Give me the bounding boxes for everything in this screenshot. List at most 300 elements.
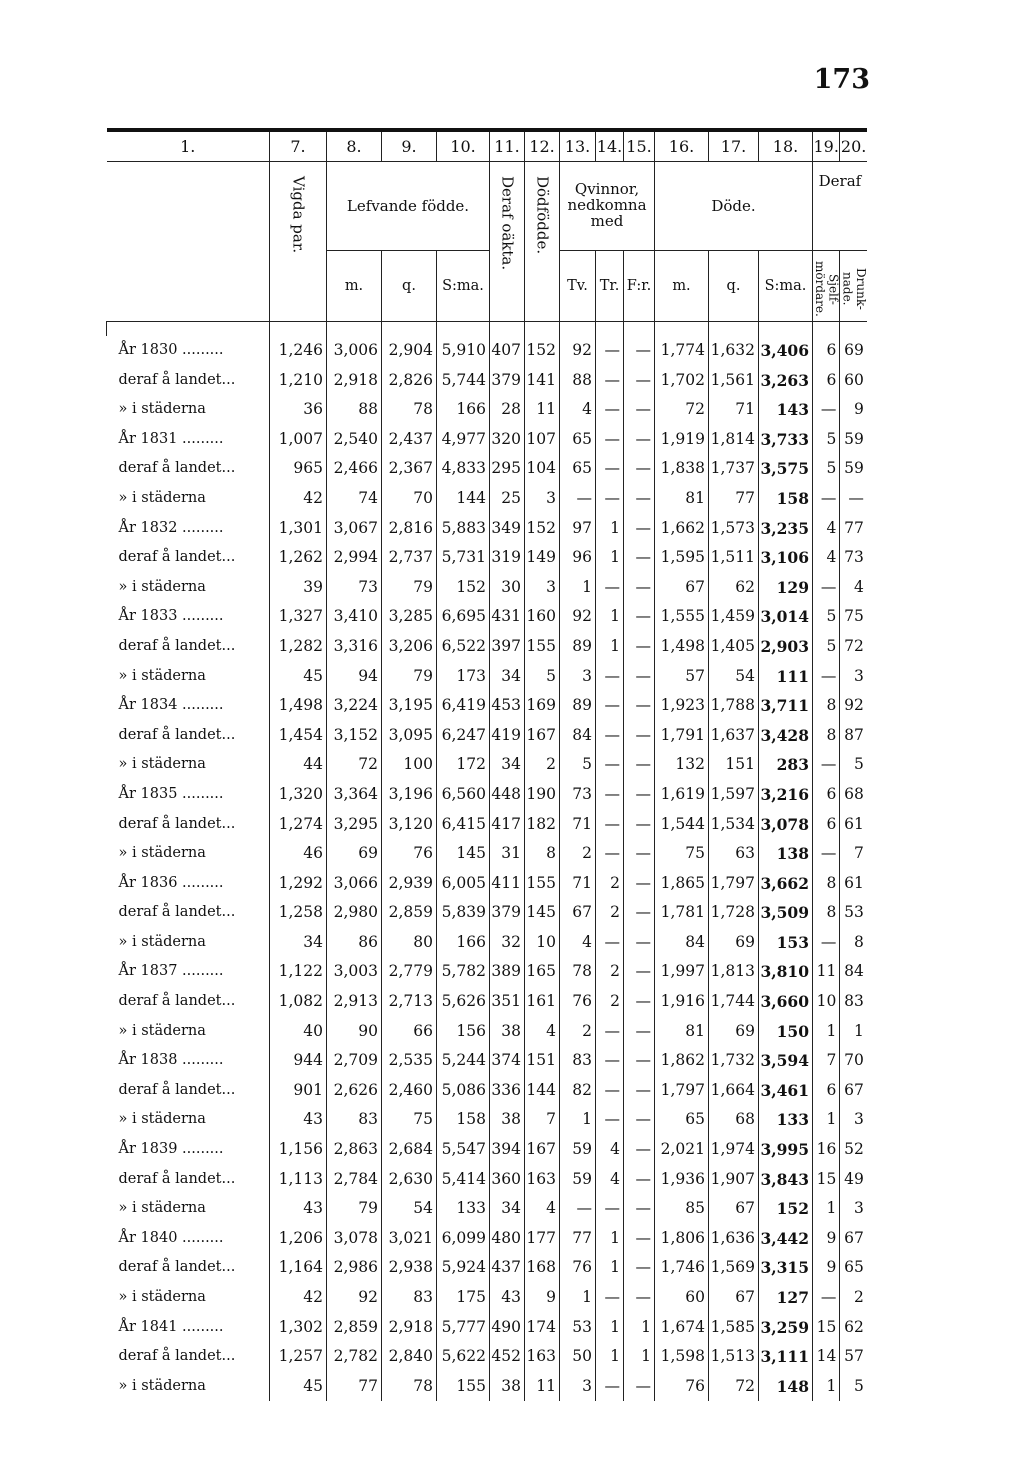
cell-tr: — (596, 1194, 624, 1224)
cell-dm: 2,021 (655, 1135, 709, 1165)
cell-lq: 75 (382, 1105, 437, 1135)
cell-label: År 1834 ......... (118, 697, 224, 714)
cell-dsum: 138 (759, 839, 813, 869)
header-dode: Döde. (655, 162, 813, 251)
cell-tv: 78 (560, 957, 596, 987)
cell-fr: — (624, 1372, 655, 1402)
cell-dq: 1,534 (709, 810, 759, 840)
cell-label: År 1835 ......... (118, 785, 224, 802)
cell-dsum: 3,406 (759, 336, 813, 366)
cell-oakta: 379 (490, 366, 525, 396)
cell-dm: 1,702 (655, 366, 709, 396)
cell-tv: 3 (560, 1372, 596, 1402)
cell-drunk: 60 (840, 366, 867, 396)
cell-lm: 83 (327, 1105, 382, 1135)
header-deraf-oakta (490, 162, 525, 322)
cell-lsum: 166 (437, 395, 490, 425)
cell-dq: 1,788 (709, 691, 759, 721)
cell-label: År 1840 ......... (118, 1229, 224, 1246)
cell-dsum: 3,995 (759, 1135, 813, 1165)
colnum-20: 20. (840, 130, 867, 162)
cell-lq: 3,195 (382, 691, 437, 721)
table-row (107, 869, 867, 899)
cell-lq: 3,285 (382, 602, 437, 632)
table-row (107, 1194, 867, 1224)
header-lefv-q: q. (382, 251, 437, 322)
cell-dsum: 3,315 (759, 1253, 813, 1283)
cell-dq: 1,585 (709, 1313, 759, 1343)
cell-lsum: 145 (437, 839, 490, 869)
cell-dq: 67 (709, 1194, 759, 1224)
cell-label: deraf å landet... (118, 1348, 236, 1365)
cell-sjelf: 6 (813, 336, 840, 366)
cell-dm: 1,544 (655, 810, 709, 840)
cell-label: » i städerna (118, 845, 206, 862)
cell-dm: 81 (655, 1017, 709, 1047)
cell-dodf: 11 (525, 395, 560, 425)
cell-lm: 2,626 (327, 1076, 382, 1106)
cell-tv: 53 (560, 1313, 596, 1343)
cell-lq: 2,918 (382, 1313, 437, 1343)
cell-lq: 3,206 (382, 632, 437, 662)
cell-dsum: 3,660 (759, 987, 813, 1017)
cell-dodf: 152 (525, 514, 560, 544)
spacer-cell (525, 322, 560, 337)
cell-lm: 2,782 (327, 1342, 382, 1372)
cell-dsum: 3,263 (759, 366, 813, 396)
cell-sjelf: — (813, 1283, 840, 1313)
cell-oakta: 34 (490, 750, 525, 780)
header-fr: F:r. (624, 251, 655, 322)
table-row (107, 336, 867, 366)
table-row (107, 928, 867, 958)
cell-fr: — (624, 721, 655, 751)
cell-fr: — (624, 573, 655, 603)
header-vigda-par (270, 162, 327, 322)
cell-dodf: 167 (525, 1135, 560, 1165)
cell-drunk: 67 (840, 1224, 867, 1254)
cell-tv: 65 (560, 425, 596, 455)
cell-sjelf: 15 (813, 1313, 840, 1343)
header-sjelfmordare-text: Sjelf-mördare. (813, 261, 841, 317)
table-row (107, 721, 867, 751)
cell-dq: 63 (709, 839, 759, 869)
cell-oakta: 30 (490, 573, 525, 603)
cell-dq: 1,744 (709, 987, 759, 1017)
cell-lm: 2,784 (327, 1165, 382, 1195)
header-tv: Tv. (560, 251, 596, 322)
cell-dodf: 141 (525, 366, 560, 396)
cell-lq: 2,367 (382, 454, 437, 484)
cell-lq: 2,713 (382, 987, 437, 1017)
cell-drunk: 67 (840, 1076, 867, 1106)
cell-lsum: 5,244 (437, 1046, 490, 1076)
cell-lsum: 173 (437, 662, 490, 692)
cell-oakta: 351 (490, 987, 525, 1017)
cell-oakta: 379 (490, 898, 525, 928)
cell-dm: 76 (655, 1372, 709, 1402)
cell-fr: — (624, 336, 655, 366)
cell-vigda: 1,156 (270, 1135, 327, 1165)
cell-drunk: 3 (840, 662, 867, 692)
cell-label: deraf å landet... (118, 993, 236, 1010)
cell-dodf: 9 (525, 1283, 560, 1313)
header-drunknade-text: Drunk-nade. (840, 268, 868, 310)
cell-lsum: 144 (437, 484, 490, 514)
cell-sjelf: 11 (813, 957, 840, 987)
cell-fr: — (624, 1165, 655, 1195)
cell-dodf: 8 (525, 839, 560, 869)
header-dodfodde (525, 162, 560, 322)
cell-lm: 2,986 (327, 1253, 382, 1283)
table-row (107, 898, 867, 928)
cell-lsum: 6,005 (437, 869, 490, 899)
colnum-17: 17. (709, 130, 759, 162)
cell-drunk: 3 (840, 1105, 867, 1135)
cell-label: deraf å landet... (118, 726, 236, 743)
table-row (107, 484, 867, 514)
cell-dsum: 143 (759, 395, 813, 425)
cell-lq: 2,684 (382, 1135, 437, 1165)
cell-tr: — (596, 425, 624, 455)
cell-dm: 84 (655, 928, 709, 958)
cell-label: » i städerna (118, 667, 206, 684)
cell-dsum: 3,014 (759, 602, 813, 632)
cell-dodf: 160 (525, 602, 560, 632)
cell-lm: 73 (327, 573, 382, 603)
cell-lq: 2,460 (382, 1076, 437, 1106)
cell-sjelf: 6 (813, 366, 840, 396)
cell-dm: 1,498 (655, 632, 709, 662)
colnum-16: 16. (655, 130, 709, 162)
cell-tr: — (596, 839, 624, 869)
cell-lq: 2,630 (382, 1165, 437, 1195)
cell-tr: — (596, 810, 624, 840)
cell-fr: — (624, 691, 655, 721)
cell-dsum: 3,843 (759, 1165, 813, 1195)
header-deraf: Deraf (813, 162, 867, 251)
cell-fr: — (624, 1224, 655, 1254)
cell-dsum: 129 (759, 573, 813, 603)
cell-dsum: 148 (759, 1372, 813, 1402)
cell-dq: 1,732 (709, 1046, 759, 1076)
cell-lsum: 5,086 (437, 1076, 490, 1106)
cell-dodf: 104 (525, 454, 560, 484)
cell-dsum: 3,235 (759, 514, 813, 544)
cell-sjelf: 5 (813, 454, 840, 484)
spacer-cell (437, 322, 490, 337)
cell-vigda: 1,274 (270, 810, 327, 840)
cell-oakta: 480 (490, 1224, 525, 1254)
cell-lsum: 5,924 (437, 1253, 490, 1283)
cell-label: År 1841 ......... (118, 1318, 224, 1335)
cell-dodf: 11 (525, 1372, 560, 1402)
cell-drunk: 72 (840, 632, 867, 662)
cell-dodf: 5 (525, 662, 560, 692)
cell-lm: 2,918 (327, 366, 382, 396)
cell-lq: 3,196 (382, 780, 437, 810)
cell-oakta: 319 (490, 543, 525, 573)
cell-dodf: 169 (525, 691, 560, 721)
cell-dq: 151 (709, 750, 759, 780)
header-lefv-m: m. (327, 251, 382, 322)
cell-tr: 1 (596, 1342, 624, 1372)
cell-dsum: 3,111 (759, 1342, 813, 1372)
cell-tr: 4 (596, 1165, 624, 1195)
cell-tv: 1 (560, 1283, 596, 1313)
cell-dq: 1,814 (709, 425, 759, 455)
cell-sjelf: 1 (813, 1372, 840, 1402)
cell-tr: — (596, 1283, 624, 1313)
cell-dodf: 4 (525, 1017, 560, 1047)
cell-drunk: 84 (840, 957, 867, 987)
cell-dm: 1,997 (655, 957, 709, 987)
colnum-10: 10. (437, 130, 490, 162)
cell-tr: 2 (596, 869, 624, 899)
cell-vigda: 1,257 (270, 1342, 327, 1372)
spacer-cell (759, 322, 813, 337)
cell-tr: — (596, 928, 624, 958)
cell-vigda: 1,454 (270, 721, 327, 751)
cell-vigda: 1,498 (270, 691, 327, 721)
cell-drunk: 62 (840, 1313, 867, 1343)
cell-lm: 3,006 (327, 336, 382, 366)
cell-sjelf: 8 (813, 869, 840, 899)
cell-lm: 2,709 (327, 1046, 382, 1076)
table-row (107, 395, 867, 425)
cell-oakta: 452 (490, 1342, 525, 1372)
cell-dodf: 107 (525, 425, 560, 455)
cell-tv: 88 (560, 366, 596, 396)
cell-dm: 1,781 (655, 898, 709, 928)
cell-tr: 1 (596, 632, 624, 662)
cell-drunk: 87 (840, 721, 867, 751)
cell-fr: 1 (624, 1313, 655, 1343)
table-row (107, 691, 867, 721)
cell-fr: — (624, 869, 655, 899)
cell-vigda: 1,082 (270, 987, 327, 1017)
cell-tv: 96 (560, 543, 596, 573)
colnum-14: 14. (596, 130, 624, 162)
cell-tr: 4 (596, 1135, 624, 1165)
cell-label: deraf å landet... (118, 371, 236, 388)
header-group-row (107, 162, 867, 251)
cell-lsum: 152 (437, 573, 490, 603)
cell-lm: 72 (327, 750, 382, 780)
cell-oakta: 34 (490, 1194, 525, 1224)
cell-label: År 1833 ......... (118, 608, 224, 625)
cell-tv: 1 (560, 1105, 596, 1135)
cell-dq: 1,974 (709, 1135, 759, 1165)
cell-drunk: 49 (840, 1165, 867, 1195)
cell-tv: 65 (560, 454, 596, 484)
cell-sjelf: — (813, 839, 840, 869)
cell-dm: 1,806 (655, 1224, 709, 1254)
cell-dsum: 3,461 (759, 1076, 813, 1106)
cell-dm: 75 (655, 839, 709, 869)
cell-dq: 1,511 (709, 543, 759, 573)
cell-label: » i städerna (118, 756, 206, 773)
cell-dsum: 3,216 (759, 780, 813, 810)
cell-label: » i städerna (118, 578, 206, 595)
cell-drunk: 4 (840, 573, 867, 603)
cell-sjelf: 9 (813, 1253, 840, 1283)
cell-tr: — (596, 780, 624, 810)
cell-lsum: 5,744 (437, 366, 490, 396)
cell-fr: — (624, 662, 655, 692)
cell-lq: 78 (382, 1372, 437, 1402)
cell-tv: 83 (560, 1046, 596, 1076)
table-row (107, 1283, 867, 1313)
cell-drunk: 77 (840, 514, 867, 544)
cell-fr: — (624, 425, 655, 455)
table-row (107, 1076, 867, 1106)
cell-dm: 81 (655, 484, 709, 514)
cell-tv: 77 (560, 1224, 596, 1254)
cell-fr: — (624, 1017, 655, 1047)
cell-label: » i städerna (118, 1289, 206, 1305)
cell-oakta: 43 (490, 1283, 525, 1313)
cell-lm: 74 (327, 484, 382, 514)
cell-oakta: 349 (490, 514, 525, 544)
cell-oakta: 38 (490, 1017, 525, 1047)
cell-lq: 54 (382, 1194, 437, 1224)
cell-vigda: 43 (270, 1105, 327, 1135)
cell-dodf: 165 (525, 957, 560, 987)
cell-lm: 94 (327, 662, 382, 692)
cell-dq: 1,813 (709, 957, 759, 987)
cell-label: deraf å landet... (118, 460, 236, 477)
cell-drunk: 5 (840, 750, 867, 780)
cell-fr: — (624, 839, 655, 869)
header-dode-m: m. (655, 251, 709, 322)
cell-dodf: 161 (525, 987, 560, 1017)
cell-tv: 2 (560, 1017, 596, 1047)
cell-tv: 50 (560, 1342, 596, 1372)
cell-tv: 76 (560, 1253, 596, 1283)
cell-lsum: 5,622 (437, 1342, 490, 1372)
cell-vigda: 1,262 (270, 543, 327, 573)
cell-dq: 69 (709, 928, 759, 958)
cell-lsum: 4,977 (437, 425, 490, 455)
cell-tv: 71 (560, 869, 596, 899)
cell-tr: — (596, 1372, 624, 1402)
cell-dm: 72 (655, 395, 709, 425)
cell-sjelf: 15 (813, 1165, 840, 1195)
cell-oakta: 490 (490, 1313, 525, 1343)
cell-dq: 1,907 (709, 1165, 759, 1195)
cell-tv: 92 (560, 336, 596, 366)
cell-oakta: 32 (490, 928, 525, 958)
cell-label: År 1838 ......... (118, 1052, 224, 1069)
cell-fr: — (624, 454, 655, 484)
cell-dm: 1,595 (655, 543, 709, 573)
cell-tr: — (596, 1046, 624, 1076)
cell-vigda: 44 (270, 750, 327, 780)
cell-dm: 1,674 (655, 1313, 709, 1343)
cell-dm: 57 (655, 662, 709, 692)
cell-vigda: 39 (270, 573, 327, 603)
cell-dq: 69 (709, 1017, 759, 1047)
cell-lsum: 5,547 (437, 1135, 490, 1165)
cell-lsum: 175 (437, 1283, 490, 1313)
cell-fr: — (624, 543, 655, 573)
cell-dq: 72 (709, 1372, 759, 1402)
cell-label: År 1830 ......... (118, 342, 224, 358)
cell-lsum: 6,560 (437, 780, 490, 810)
cell-dsum: 2,903 (759, 632, 813, 662)
cell-tv: 89 (560, 691, 596, 721)
cell-dsum: 3,259 (759, 1313, 813, 1343)
cell-vigda: 1,122 (270, 957, 327, 987)
cell-lm: 90 (327, 1017, 382, 1047)
cell-drunk: 3 (840, 1194, 867, 1224)
cell-dm: 1,936 (655, 1165, 709, 1195)
cell-dsum: 111 (759, 662, 813, 692)
cell-drunk: 70 (840, 1046, 867, 1076)
cell-tv: 73 (560, 780, 596, 810)
cell-lq: 83 (382, 1283, 437, 1313)
cell-dodf: 182 (525, 810, 560, 840)
cell-fr: — (624, 957, 655, 987)
cell-sjelf: 7 (813, 1046, 840, 1076)
cell-lsum: 5,414 (437, 1165, 490, 1195)
cell-tr: — (596, 395, 624, 425)
cell-fr: — (624, 366, 655, 396)
cell-lsum: 6,419 (437, 691, 490, 721)
cell-lsum: 6,247 (437, 721, 490, 751)
cell-oakta: 407 (490, 336, 525, 366)
colnum-12: 12. (525, 130, 560, 162)
cell-drunk: 83 (840, 987, 867, 1017)
cell-oakta: 453 (490, 691, 525, 721)
cell-sjelf: — (813, 662, 840, 692)
cell-sjelf: 5 (813, 425, 840, 455)
cell-sjelf: 5 (813, 632, 840, 662)
cell-dm: 60 (655, 1283, 709, 1313)
spacer-cell (624, 322, 655, 337)
header-dode-sma: S:ma. (759, 251, 813, 322)
cell-lq: 2,904 (382, 336, 437, 366)
cell-fr: — (624, 1046, 655, 1076)
cell-fr: — (624, 928, 655, 958)
table-row (107, 1372, 867, 1402)
cell-dq: 1,405 (709, 632, 759, 662)
cell-sjelf: — (813, 750, 840, 780)
cell-tr: 1 (596, 1224, 624, 1254)
header-vigda-par-text: Vigda par. (289, 176, 308, 254)
cell-drunk: 1 (840, 1017, 867, 1047)
cell-tv: 84 (560, 721, 596, 751)
header-qvinnor-nedkomna: Qvinnor, nedkomna med (560, 162, 655, 251)
cell-dm: 1,774 (655, 336, 709, 366)
cell-fr: — (624, 395, 655, 425)
cell-tv: 92 (560, 602, 596, 632)
cell-tv: 71 (560, 810, 596, 840)
cell-lq: 76 (382, 839, 437, 869)
cell-vigda: 42 (270, 1283, 327, 1313)
spacer-cell (709, 322, 759, 337)
cell-lsum: 4,833 (437, 454, 490, 484)
cell-lsum: 158 (437, 1105, 490, 1135)
cell-sjelf: 16 (813, 1135, 840, 1165)
cell-dq: 1,459 (709, 602, 759, 632)
cell-vigda: 1,302 (270, 1313, 327, 1343)
cell-drunk: 59 (840, 454, 867, 484)
cell-fr: — (624, 1283, 655, 1313)
cell-tv: 5 (560, 750, 596, 780)
cell-dq: 1,632 (709, 336, 759, 366)
